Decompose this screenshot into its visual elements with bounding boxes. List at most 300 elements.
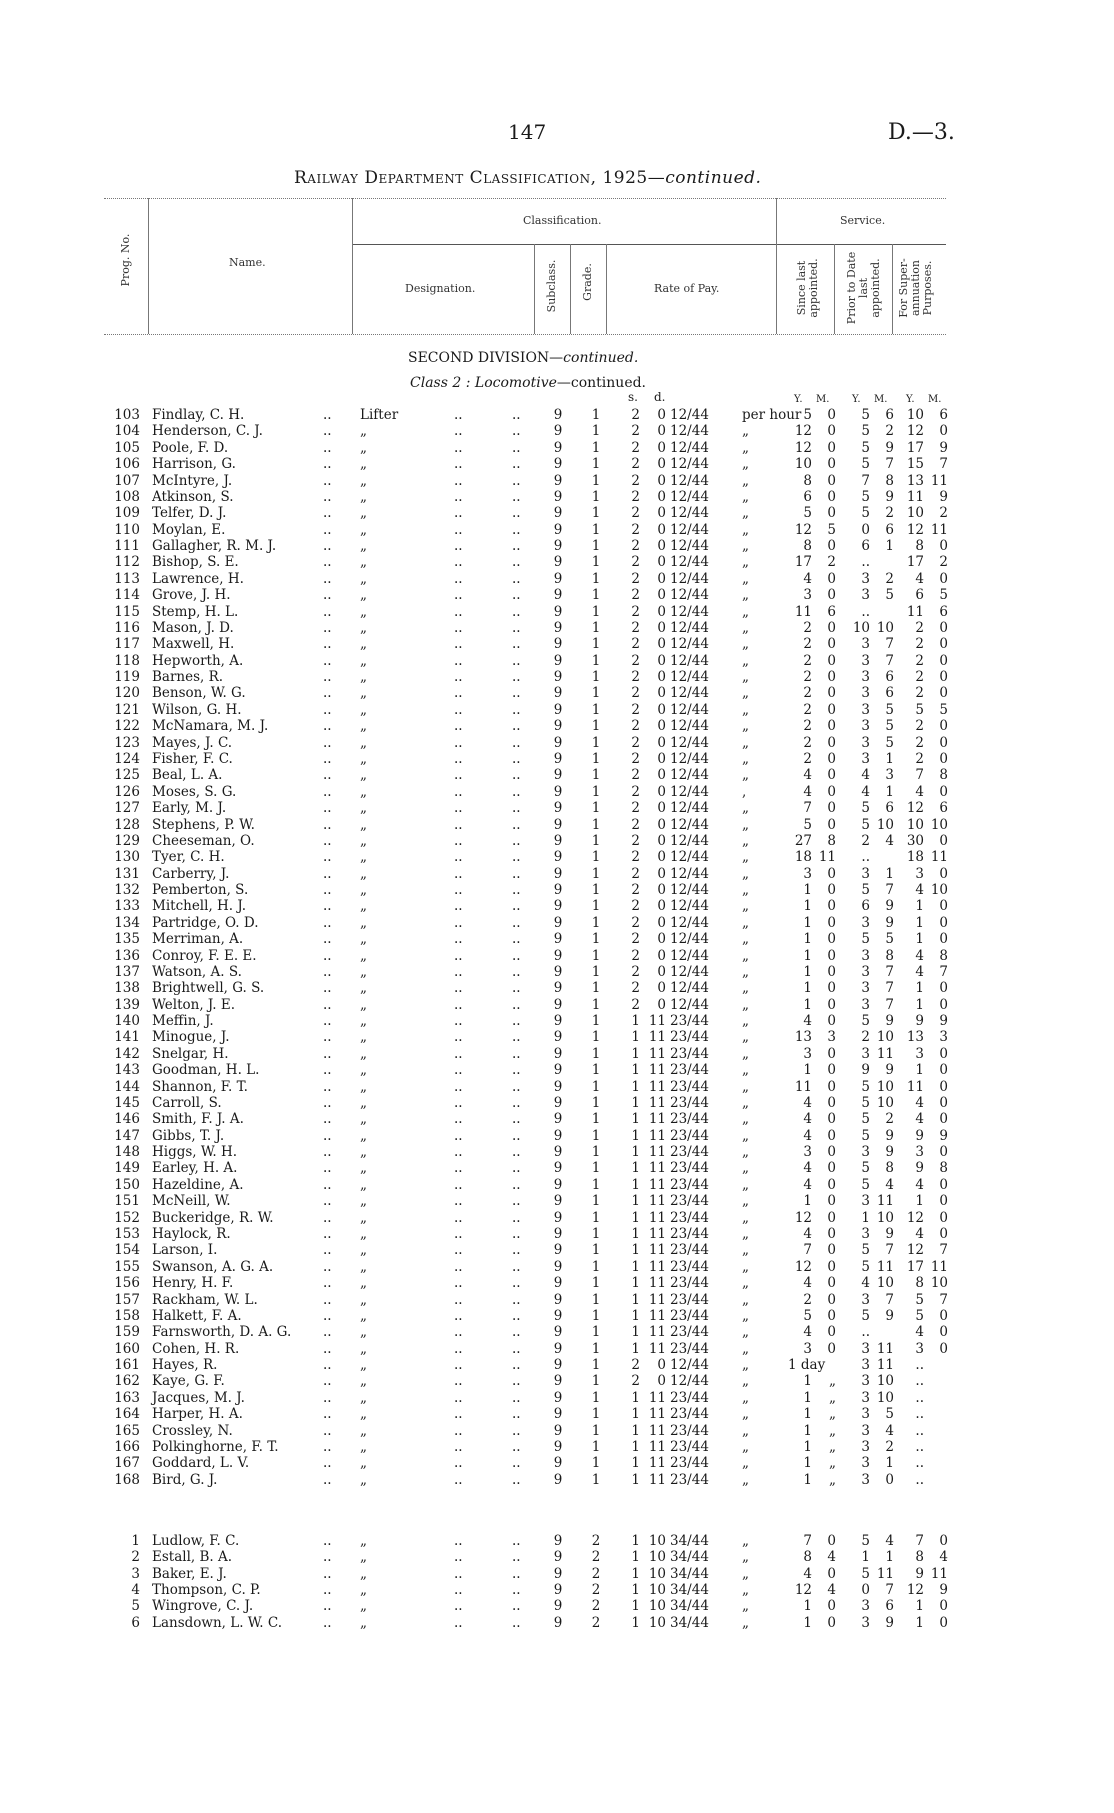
cell-m3: 0 bbox=[939, 1209, 948, 1226]
cell-m3: 8 bbox=[939, 767, 948, 784]
table-row bbox=[0, 1566, 1114, 1582]
cell-m2: 7 bbox=[885, 963, 894, 980]
cell-no: 114 bbox=[114, 587, 140, 604]
cell-y2: 3 bbox=[861, 914, 870, 931]
cell-m2: 9 bbox=[885, 439, 894, 456]
cell-d: 0 bbox=[657, 488, 666, 505]
cell-unit: „ bbox=[742, 439, 749, 456]
cell-grade: 1 bbox=[591, 554, 601, 571]
cell-name: Fisher, F. C. bbox=[152, 750, 233, 767]
table-row bbox=[0, 489, 1114, 505]
leader-dots: .. bbox=[323, 816, 332, 833]
cell-s: 1 bbox=[631, 1455, 640, 1472]
cell-desig: „ bbox=[360, 767, 367, 784]
table-row bbox=[0, 702, 1114, 718]
leader-dots: .. bbox=[454, 603, 463, 620]
cell-grade: 1 bbox=[591, 1406, 601, 1423]
cell-name: McNamara, M. J. bbox=[152, 718, 269, 735]
m-label-2: M. bbox=[874, 394, 888, 405]
cell-m3: 0 bbox=[939, 1340, 948, 1357]
cell-d: 11 bbox=[648, 1455, 666, 1472]
cell-desig: „ bbox=[360, 1581, 367, 1598]
cell-desig: „ bbox=[360, 1471, 367, 1488]
cell-desig: „ bbox=[360, 1406, 367, 1423]
leader-dots: .. bbox=[512, 1111, 521, 1128]
col-divider-rate bbox=[776, 198, 777, 334]
table-row bbox=[0, 1029, 1114, 1045]
cell-no: 123 bbox=[114, 734, 140, 751]
cell-s: 2 bbox=[631, 816, 640, 833]
cell-y3: 11 bbox=[906, 603, 924, 620]
leader-dots: .. bbox=[512, 800, 521, 817]
cell-grade: 1 bbox=[591, 767, 601, 784]
cell-grade: 1 bbox=[591, 1176, 601, 1193]
cell-desig: „ bbox=[360, 800, 367, 817]
cell-s: 1 bbox=[631, 1144, 640, 1161]
cell-no: 137 bbox=[114, 963, 140, 980]
cell-no: 107 bbox=[114, 472, 140, 489]
leader-dots: .. bbox=[454, 1324, 463, 1341]
table-row bbox=[0, 948, 1114, 964]
cell-y2: 3 bbox=[861, 669, 870, 686]
cell-no: 129 bbox=[114, 832, 140, 849]
cell-m3: 4 bbox=[939, 1549, 948, 1566]
cell-m2: 1 bbox=[885, 1549, 894, 1566]
cell-y2: 5 bbox=[861, 1307, 870, 1324]
cell-m2: 1 bbox=[885, 865, 894, 882]
cell-s: 2 bbox=[631, 882, 640, 899]
table-row bbox=[0, 1390, 1114, 1406]
cell-unit: „ bbox=[742, 636, 749, 653]
cell-s: 2 bbox=[631, 636, 640, 653]
cell-m3: 0 bbox=[939, 1045, 948, 1062]
cell-no: 104 bbox=[114, 423, 140, 440]
table-row bbox=[0, 718, 1114, 734]
cell-name: Bird, G. J. bbox=[152, 1471, 218, 1488]
leader-dots: .. bbox=[323, 423, 332, 440]
leader-dots: .. bbox=[454, 1275, 463, 1292]
cell-no: 163 bbox=[114, 1389, 140, 1406]
cell-m2: 10 bbox=[876, 1389, 894, 1406]
cell-frac: 12/44 bbox=[670, 538, 709, 555]
cell-m2: 4 bbox=[885, 1176, 894, 1193]
cell-y1: 1 bbox=[803, 1455, 812, 1472]
cell-name: Hepworth, A. bbox=[152, 652, 244, 669]
cell-sub: 9 bbox=[553, 1226, 563, 1242]
header-grade: Grade. bbox=[581, 263, 594, 301]
cell-unit: „ bbox=[742, 832, 749, 849]
cell-no: 111 bbox=[114, 538, 140, 555]
cell-unit: „ bbox=[742, 505, 749, 522]
leader-dots: .. bbox=[323, 1226, 332, 1242]
cell-grade: 2 bbox=[591, 1598, 601, 1615]
leader-dots: .. bbox=[454, 1581, 463, 1598]
cell-desig: „ bbox=[360, 1176, 367, 1193]
col-divider-grade bbox=[606, 244, 607, 334]
cell-desig: „ bbox=[360, 423, 367, 440]
cell-m2: 8 bbox=[885, 1160, 894, 1177]
cell-y3: 1 bbox=[915, 1193, 924, 1210]
cell-d: 11 bbox=[648, 1193, 666, 1210]
table-row bbox=[0, 1439, 1114, 1455]
cell-m3: 10 bbox=[930, 816, 948, 833]
leader-dots: .. bbox=[512, 1078, 521, 1095]
cell-name: Tyer, C. H. bbox=[152, 849, 225, 866]
leader-dots: .. bbox=[512, 1307, 521, 1324]
cell-y1: 12 bbox=[794, 439, 812, 456]
cell-no: 105 bbox=[114, 439, 140, 456]
leader-dots: .. bbox=[323, 1144, 332, 1161]
cell-m3: 0 bbox=[939, 980, 948, 997]
cell-sub: 9 bbox=[553, 1549, 563, 1566]
cell-m3: 6 bbox=[939, 603, 948, 620]
cell-name: Stephens, P. W. bbox=[152, 816, 255, 833]
cell-unit: „ bbox=[742, 734, 749, 751]
cell-sub: 9 bbox=[553, 570, 563, 587]
cell-y1: 2 bbox=[803, 652, 812, 669]
cell-s: 2 bbox=[631, 800, 640, 817]
leader-dots: .. bbox=[323, 1078, 332, 1095]
cell-unit: „ bbox=[742, 701, 749, 718]
cell-frac: 12/44 bbox=[670, 914, 709, 931]
cell-grade: 1 bbox=[591, 996, 601, 1013]
cell-unit: „ bbox=[742, 980, 749, 997]
leader-dots: .. bbox=[512, 1565, 521, 1582]
leader-dots: .. bbox=[323, 898, 332, 915]
cell-m3: 0 bbox=[939, 1094, 948, 1111]
cell-y2: 3 bbox=[861, 685, 870, 702]
table-row bbox=[0, 653, 1114, 669]
cell-no: 140 bbox=[114, 1013, 140, 1030]
header-rule-bottom bbox=[104, 334, 946, 335]
cell-d: 11 bbox=[648, 1242, 666, 1259]
cell-frac: 12/44 bbox=[670, 767, 709, 784]
cell-y3: 13 bbox=[906, 1029, 924, 1046]
leader-dots: .. bbox=[454, 1549, 463, 1566]
cell-y1: 5 bbox=[803, 407, 812, 423]
cell-desig: „ bbox=[360, 1357, 367, 1374]
cell-y2: 3 bbox=[861, 1193, 870, 1210]
cell-no: 130 bbox=[114, 849, 140, 866]
cell-sub: 9 bbox=[553, 1209, 563, 1226]
cell-no: 131 bbox=[114, 865, 140, 882]
cell-desig: „ bbox=[360, 1422, 367, 1439]
cell-d: 0 bbox=[657, 800, 666, 817]
cell-frac: 12/44 bbox=[670, 750, 709, 767]
cell-grade: 1 bbox=[591, 1209, 601, 1226]
cell-d: 11 bbox=[648, 1258, 666, 1275]
cell-no: 155 bbox=[114, 1258, 140, 1275]
cell-name: Atkinson, S. bbox=[152, 488, 234, 505]
leader-dots: .. bbox=[512, 488, 521, 505]
cell-frac: 23/44 bbox=[670, 1422, 709, 1439]
cell-frac: 23/44 bbox=[670, 1406, 709, 1423]
leader-dots: .. bbox=[454, 488, 463, 505]
cell-frac: 23/44 bbox=[670, 1226, 709, 1242]
cell-desig: „ bbox=[360, 1614, 367, 1631]
table-row bbox=[0, 833, 1114, 849]
cell-m1: 0 bbox=[827, 767, 836, 784]
cell-y2: 3 bbox=[861, 1389, 870, 1406]
cell-d: 11 bbox=[648, 1111, 666, 1128]
cell-no: 168 bbox=[114, 1471, 140, 1488]
leader-dots: .. bbox=[512, 407, 521, 423]
cell-desig: „ bbox=[360, 750, 367, 767]
cell-m1: 3 bbox=[827, 1029, 836, 1046]
cell-no: 120 bbox=[114, 685, 140, 702]
cell-grade: 1 bbox=[591, 734, 601, 751]
cell-y1: 4 bbox=[803, 1176, 812, 1193]
leader-dots: .. bbox=[323, 1291, 332, 1308]
cell-y1: 6 bbox=[803, 488, 812, 505]
cell-y3: 2 bbox=[915, 750, 924, 767]
cell-y1: 7 bbox=[803, 1533, 812, 1549]
leader-dots: .. bbox=[454, 914, 463, 931]
leader-dots: .. bbox=[323, 865, 332, 882]
cell-s: 2 bbox=[631, 963, 640, 980]
leader-dots: .. bbox=[323, 1533, 332, 1549]
leader-dots: .. bbox=[454, 1598, 463, 1615]
cell-y3: 13 bbox=[906, 472, 924, 489]
cell-unit: „ bbox=[742, 1422, 749, 1439]
cell-no: 141 bbox=[114, 1029, 140, 1046]
cell-d: 11 bbox=[648, 1160, 666, 1177]
cell-unit: „ bbox=[742, 898, 749, 915]
cell-name: Henry, H. F. bbox=[152, 1275, 234, 1292]
cell-d: 11 bbox=[648, 1013, 666, 1030]
cell-d: 0 bbox=[657, 423, 666, 440]
cell-unit: „ bbox=[742, 1406, 749, 1423]
table-row bbox=[0, 604, 1114, 620]
leader-dots: .. bbox=[512, 1471, 521, 1488]
cell-m1: 0 bbox=[827, 685, 836, 702]
cell-unit: „ bbox=[742, 1078, 749, 1095]
header-prior-to-date: Prior to Date last appointed. bbox=[845, 251, 882, 325]
cell-y3: .. bbox=[915, 1455, 924, 1472]
leader-dots: .. bbox=[454, 1258, 463, 1275]
leader-dots: .. bbox=[512, 1127, 521, 1144]
cell-m3: 0 bbox=[939, 1111, 948, 1128]
leader-dots: .. bbox=[454, 882, 463, 899]
cell-frac: 12/44 bbox=[670, 882, 709, 899]
cell-desig: „ bbox=[360, 1127, 367, 1144]
cell-m1: 0 bbox=[827, 652, 836, 669]
cell-m1: „ bbox=[829, 1455, 836, 1472]
cell-name: Meffin, J. bbox=[152, 1013, 214, 1030]
cell-grade: 1 bbox=[591, 701, 601, 718]
cell-y3: 9 bbox=[915, 1160, 924, 1177]
cell-y2: 1 bbox=[861, 1209, 870, 1226]
cell-m1: 0 bbox=[827, 1226, 836, 1242]
cell-grade: 1 bbox=[591, 636, 601, 653]
cell-grade: 1 bbox=[591, 587, 601, 604]
cell-y2: 0 bbox=[861, 1581, 870, 1598]
cell-m2: 6 bbox=[885, 800, 894, 817]
cell-m3: 11 bbox=[930, 472, 948, 489]
cell-desig: „ bbox=[360, 619, 367, 636]
cell-name: Jacques, M. J. bbox=[152, 1389, 245, 1406]
cell-desig: „ bbox=[360, 1373, 367, 1390]
cell-name: Harrison, G. bbox=[152, 456, 236, 473]
cell-no: 106 bbox=[114, 456, 140, 473]
cell-name: Baker, E. J. bbox=[152, 1565, 227, 1582]
cell-y1: 4 bbox=[803, 1160, 812, 1177]
table-row bbox=[0, 767, 1114, 783]
cell-s: 2 bbox=[631, 1373, 640, 1390]
cell-unit: „ bbox=[742, 1455, 749, 1472]
cell-m3: 0 bbox=[939, 570, 948, 587]
cell-y2: 3 bbox=[861, 1144, 870, 1161]
cell-desig: „ bbox=[360, 1307, 367, 1324]
cell-grade: 1 bbox=[591, 669, 601, 686]
cell-m2: 7 bbox=[885, 456, 894, 473]
leader-dots: .. bbox=[454, 538, 463, 555]
cell-name: Farnsworth, D. A. G. bbox=[152, 1324, 292, 1341]
cell-d: 0 bbox=[657, 619, 666, 636]
leader-dots: .. bbox=[454, 849, 463, 866]
leader-dots: .. bbox=[512, 1094, 521, 1111]
cell-name: Welton, J. E. bbox=[152, 996, 236, 1013]
cell-no: 164 bbox=[114, 1406, 140, 1423]
cell-s: 1 bbox=[631, 1340, 640, 1357]
cell-d: 0 bbox=[657, 849, 666, 866]
leader-dots: .. bbox=[454, 1307, 463, 1324]
cell-d: 0 bbox=[657, 783, 666, 800]
leader-dots: .. bbox=[512, 783, 521, 800]
cell-grade: 1 bbox=[591, 1094, 601, 1111]
cell-unit: „ bbox=[742, 1549, 749, 1566]
cell-m1: 0 bbox=[827, 1291, 836, 1308]
table-row bbox=[0, 915, 1114, 931]
cell-m1: 0 bbox=[827, 538, 836, 555]
cell-desig: „ bbox=[360, 865, 367, 882]
cell-y1: 4 bbox=[803, 1013, 812, 1030]
cell-m2: 11 bbox=[876, 1357, 894, 1374]
cell-y1: 17 bbox=[794, 554, 812, 571]
leader-dots: .. bbox=[323, 407, 332, 423]
cell-sub: 9 bbox=[553, 1111, 563, 1128]
leader-dots: .. bbox=[454, 423, 463, 440]
cell-s: 1 bbox=[631, 1029, 640, 1046]
leader-dots: .. bbox=[323, 554, 332, 571]
table-row bbox=[0, 620, 1114, 636]
cell-name: Hazeldine, A. bbox=[152, 1176, 244, 1193]
cell-desig: „ bbox=[360, 439, 367, 456]
cell-y1: 4 bbox=[803, 570, 812, 587]
leader-dots: .. bbox=[512, 603, 521, 620]
cell-unit: „ bbox=[742, 996, 749, 1013]
cell-grade: 1 bbox=[591, 570, 601, 587]
cell-sub: 9 bbox=[553, 865, 563, 882]
cell-d: 0 bbox=[657, 652, 666, 669]
cell-grade: 1 bbox=[591, 1291, 601, 1308]
cell-unit: „ bbox=[742, 1176, 749, 1193]
cell-s: 1 bbox=[631, 1533, 640, 1549]
cell-m2: 8 bbox=[885, 947, 894, 964]
cell-desig: „ bbox=[360, 816, 367, 833]
cell-sub: 9 bbox=[553, 718, 563, 735]
cell-m1: 0 bbox=[827, 1258, 836, 1275]
cell-m1: 0 bbox=[827, 996, 836, 1013]
cell-frac: 12/44 bbox=[670, 603, 709, 620]
cell-y1: 2 bbox=[803, 718, 812, 735]
leader-dots: .. bbox=[454, 1455, 463, 1472]
leader-dots: .. bbox=[323, 636, 332, 653]
leader-dots: .. bbox=[454, 865, 463, 882]
cell-frac: 12/44 bbox=[670, 570, 709, 587]
cell-unit: „ bbox=[742, 1291, 749, 1308]
cell-m1: „ bbox=[829, 1389, 836, 1406]
table-row bbox=[0, 505, 1114, 521]
cell-d: 0 bbox=[657, 407, 666, 423]
cell-name: Goddard, L. V. bbox=[152, 1455, 250, 1472]
cell-m3: 6 bbox=[939, 407, 948, 423]
cell-frac: 34/44 bbox=[670, 1565, 709, 1582]
header-rate-of-pay: Rate of Pay. bbox=[654, 282, 720, 295]
cell-sub: 9 bbox=[553, 931, 563, 948]
cell-y2: 5 bbox=[861, 1565, 870, 1582]
cell-sub: 9 bbox=[553, 1258, 563, 1275]
cell-s: 2 bbox=[631, 767, 640, 784]
cell-y2: 5 bbox=[861, 816, 870, 833]
cell-name: Polkinghorne, F. T. bbox=[152, 1438, 279, 1455]
cell-m2: 9 bbox=[885, 1226, 894, 1242]
cell-name: Pemberton, S. bbox=[152, 882, 249, 899]
leader-dots: .. bbox=[512, 1357, 521, 1374]
cell-grade: 1 bbox=[591, 505, 601, 522]
cell-no: 110 bbox=[114, 521, 140, 538]
cell-s: 1 bbox=[631, 1275, 640, 1292]
table-row bbox=[0, 735, 1114, 751]
cell-name: Beal, L. A. bbox=[152, 767, 223, 784]
cell-frac: 12/44 bbox=[670, 407, 709, 423]
cell-name: Carroll, S. bbox=[152, 1094, 222, 1111]
cell-name: Wingrove, C. J. bbox=[152, 1598, 254, 1615]
table-row bbox=[0, 587, 1114, 603]
cell-name: Shannon, F. T. bbox=[152, 1078, 248, 1095]
header-subclass: Subclass. bbox=[545, 259, 558, 313]
cell-grade: 1 bbox=[591, 718, 601, 735]
leader-dots: .. bbox=[454, 947, 463, 964]
cell-m1: 0 bbox=[827, 1614, 836, 1631]
leader-dots: .. bbox=[454, 669, 463, 686]
cell-s: 1 bbox=[631, 1127, 640, 1144]
cell-y3: 10 bbox=[906, 816, 924, 833]
cell-no: 144 bbox=[114, 1078, 140, 1095]
cell-y2: 3 bbox=[861, 750, 870, 767]
cell-m1: 8 bbox=[827, 832, 836, 849]
cell-y3: 2 bbox=[915, 669, 924, 686]
leader-dots: .. bbox=[323, 783, 332, 800]
cell-y1: 3 bbox=[803, 865, 812, 882]
cell-m2: 5 bbox=[885, 718, 894, 735]
cell-d: 10 bbox=[648, 1581, 666, 1598]
table-row bbox=[0, 636, 1114, 652]
cell-y2: 3 bbox=[861, 1357, 870, 1374]
cell-sub: 9 bbox=[553, 423, 563, 440]
cell-frac: 12/44 bbox=[670, 488, 709, 505]
cell-frac: 34/44 bbox=[670, 1598, 709, 1615]
division-heading bbox=[408, 350, 638, 366]
cell-y1: 4 bbox=[803, 783, 812, 800]
cell-s: 2 bbox=[631, 652, 640, 669]
cell-desig: „ bbox=[360, 1258, 367, 1275]
cell-y3: 3 bbox=[915, 865, 924, 882]
leader-dots: .. bbox=[512, 570, 521, 587]
cell-m1: 0 bbox=[827, 980, 836, 997]
cell-y3: .. bbox=[915, 1389, 924, 1406]
cell-grade: 1 bbox=[591, 538, 601, 555]
